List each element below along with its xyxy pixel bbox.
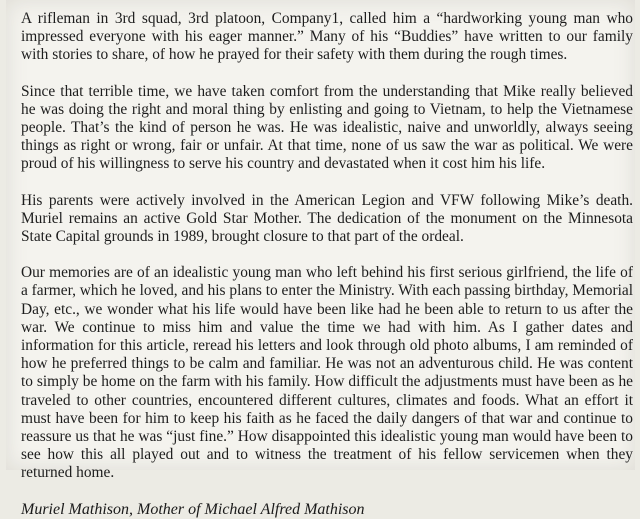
author-signature: Muriel Mathison, Mother of Michael Alfred Mathison: [21, 500, 365, 518]
paragraph-parents-legion: His parents were actively involved in the American Legion and VFW following Mike’s death. Muriel remains an active Gold Star Mother. The dedication of the monument on the Minnesota State Capital grounds in 1989, brought closure to that part of the ordeal.: [21, 191, 633, 246]
paragraph-rifleman-quote: A rifleman in 3rd squad, 3rd platoon, Company1, called him a “hardworking young man who impressed everyone with his eager manner.” Many of his “Buddies” have written to our family with stories to share, of how he prayed for their safety with them during the rough times.: [21, 10, 633, 64]
paragraph-memories: Our memories are of an idealistic young man who left behind his first serious girlfriend, the life of a farmer, which he loved, and his plans to enter the Ministry. With each passing birthday, Memorial Day, etc., we wonder what his life would have been like had he been able to return to us after the war. We continue to miss him and value the time we had with him. As I gather dates and information for this article, reread his letters and look through old photo albums, I am reminded of how he preferred things to be calm and familiar. He was not an adventurous child. He was content to simply be home on the farm with his family. How difficult the adjustments must have been as he traveled to other countries, encountered different cultures, climates and foods. What an effort it must have been for him to keep his faith as he faced the daily dangers of that war and continue to reassure us that he was “just fine.” How disappointed this idealistic young man would have been to see how this all played out and to witness the treatment of his fellow servicemen when they returned home.: [21, 264, 633, 482]
article-body: [21, 10, 633, 519]
paragraph-comfort-understanding: Since that terrible time, we have taken comfort from the understanding that Mike really believed he was doing the right and moral thing by enlisting and going to Vietnam, to help the Vietnamese people. That’s the kind of person he was. He was idealistic, naive and unworldly, always seeing things as right or wrong, fair or unfair. At that time, none of us saw the war as political. We were proud of his willingness to serve his country and devastated when it cost him his life.: [21, 82, 633, 173]
document-page: [6, 0, 635, 518]
